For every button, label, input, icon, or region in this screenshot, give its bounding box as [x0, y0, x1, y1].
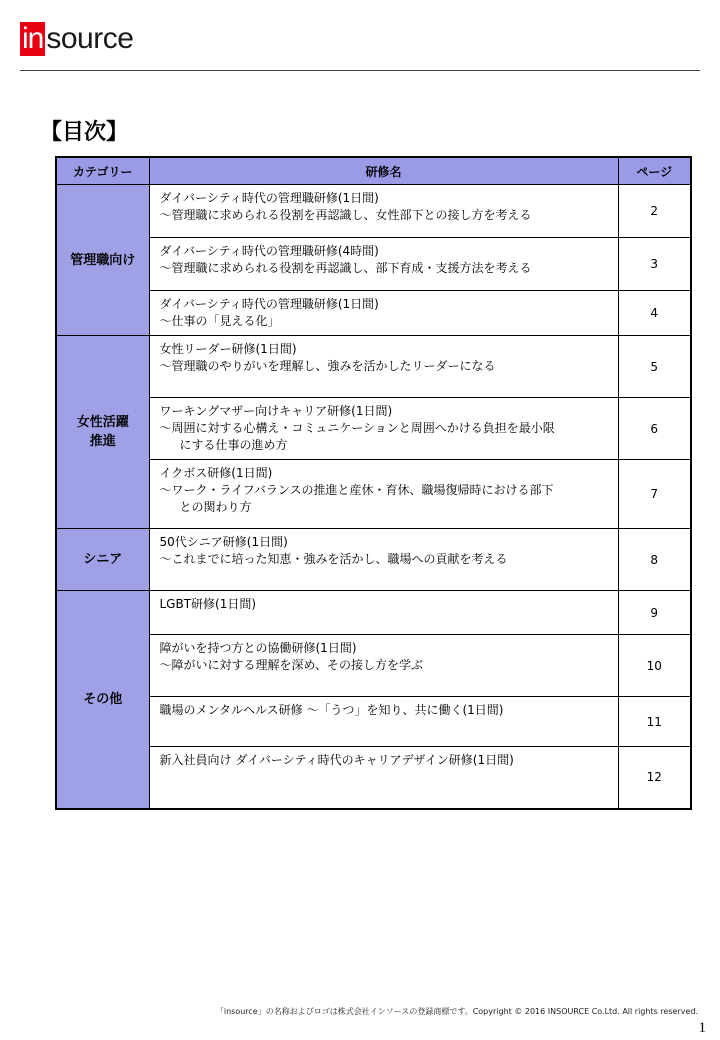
page-cell: 9 [618, 591, 691, 635]
table-row [56, 529, 691, 591]
page-cell: 11 [618, 697, 691, 747]
course-cell [149, 185, 618, 238]
course-desc: ～ワーク・ライフバランスの推進と産休・育休、職場復帰時における部下 [159, 483, 554, 497]
course-desc: ～管理職に求められる役割を再認識し、女性部下との接し方を考える [159, 208, 532, 222]
course-desc: ～障がいに対する理解を深め、その接し方を学ぶ [159, 658, 424, 672]
table-row [56, 238, 691, 291]
course-title: 50代シニア研修(1日間) [159, 535, 288, 549]
course-cell [149, 697, 618, 747]
page-cell: 7 [618, 460, 691, 529]
insource-logo [20, 22, 133, 56]
course-title: 職場のメンタルヘルス研修 ～「うつ」を知り、共に働く(1日間) [159, 703, 504, 717]
course-title: ダイバーシティ時代の管理職研修(1日間) [159, 297, 379, 311]
copyright-footer: 「insource」の名称およびロゴは株式会社インソースの登録商標です。Copyright © 2016 INSOURCE Co.Ltd. All rights reserved. [215, 1007, 698, 1016]
toc-table [55, 156, 692, 810]
table-row [56, 635, 691, 697]
course-title: ダイバーシティ時代の管理職研修(1日間) [159, 191, 379, 205]
category-label: 管理職向け [70, 252, 136, 268]
course-title: 女性リーダー研修(1日間) [159, 342, 297, 356]
table-row [56, 291, 691, 336]
page-cell: 12 [618, 747, 691, 809]
course-desc: ～周囲に対する心構え・コミュニケーションと周囲へかける負担を最小限 [159, 421, 555, 435]
table-header-row [56, 157, 691, 185]
category-cell [56, 529, 149, 591]
page-title: 【目次】 [40, 120, 129, 145]
course-cell [149, 398, 618, 460]
course-desc: ～これまでに培った知恵・強みを活かし、職場への貢献を考える [159, 552, 508, 566]
category-label: シニア [83, 552, 123, 567]
page-cell: 8 [618, 529, 691, 591]
page-cell: 10 [618, 635, 691, 697]
course-cell [149, 529, 618, 591]
course-title: ダイバーシティ時代の管理職研修(4時間) [159, 244, 379, 258]
course-cell [149, 460, 618, 529]
page-cell: 3 [618, 238, 691, 291]
category-label: 女性活躍推進 [76, 415, 129, 449]
course-title: 新入社員向け ダイバーシティ時代のキャリアデザイン研修(1日間) [159, 753, 514, 767]
course-cell [149, 635, 618, 697]
course-title: イクボス研修(1日間) [159, 466, 273, 480]
course-desc: ～管理職のやりがいを理解し、強みを活かしたリーダーになる [159, 359, 496, 373]
course-title: LGBT研修(1日間) [159, 597, 257, 611]
table-row [56, 398, 691, 460]
header-page: ページ [618, 157, 691, 185]
header-category: カテゴリー [56, 157, 149, 185]
page-number: 1 [698, 1020, 706, 1036]
table-row [56, 336, 691, 398]
category-label: その他 [83, 691, 123, 707]
course-cell [149, 291, 618, 336]
page-cell: 6 [618, 398, 691, 460]
course-cell [149, 747, 618, 809]
course-desc-cont: にする仕事の進め方 [179, 438, 288, 452]
course-desc: ～仕事の「見える化」 [159, 314, 280, 328]
header-divider [20, 70, 700, 71]
category-cell [56, 185, 149, 336]
table-row [56, 591, 691, 635]
course-title: 障がいを持つ方との協働研修(1日間) [159, 641, 357, 655]
page-cell: 4 [618, 291, 691, 336]
table-row [56, 460, 691, 529]
course-desc-cont: との関わり方 [179, 500, 252, 514]
header-name: 研修名 [149, 157, 618, 185]
category-cell [56, 336, 149, 529]
category-cell [56, 591, 149, 809]
course-cell [149, 591, 618, 635]
logo-text: source [46, 22, 134, 55]
page-cell: 5 [618, 336, 691, 398]
page-cell: 2 [618, 185, 691, 238]
course-desc: ～管理職に求められる役割を再認識し、部下育成・支援方法を考える [159, 261, 532, 275]
table-row [56, 697, 691, 747]
course-cell [149, 336, 618, 398]
course-cell [149, 238, 618, 291]
table-row [56, 185, 691, 238]
logo-in-mark: in [22, 22, 44, 55]
course-title: ワーキングマザー向けキャリア研修(1日間) [159, 404, 393, 418]
table-row [56, 747, 691, 809]
